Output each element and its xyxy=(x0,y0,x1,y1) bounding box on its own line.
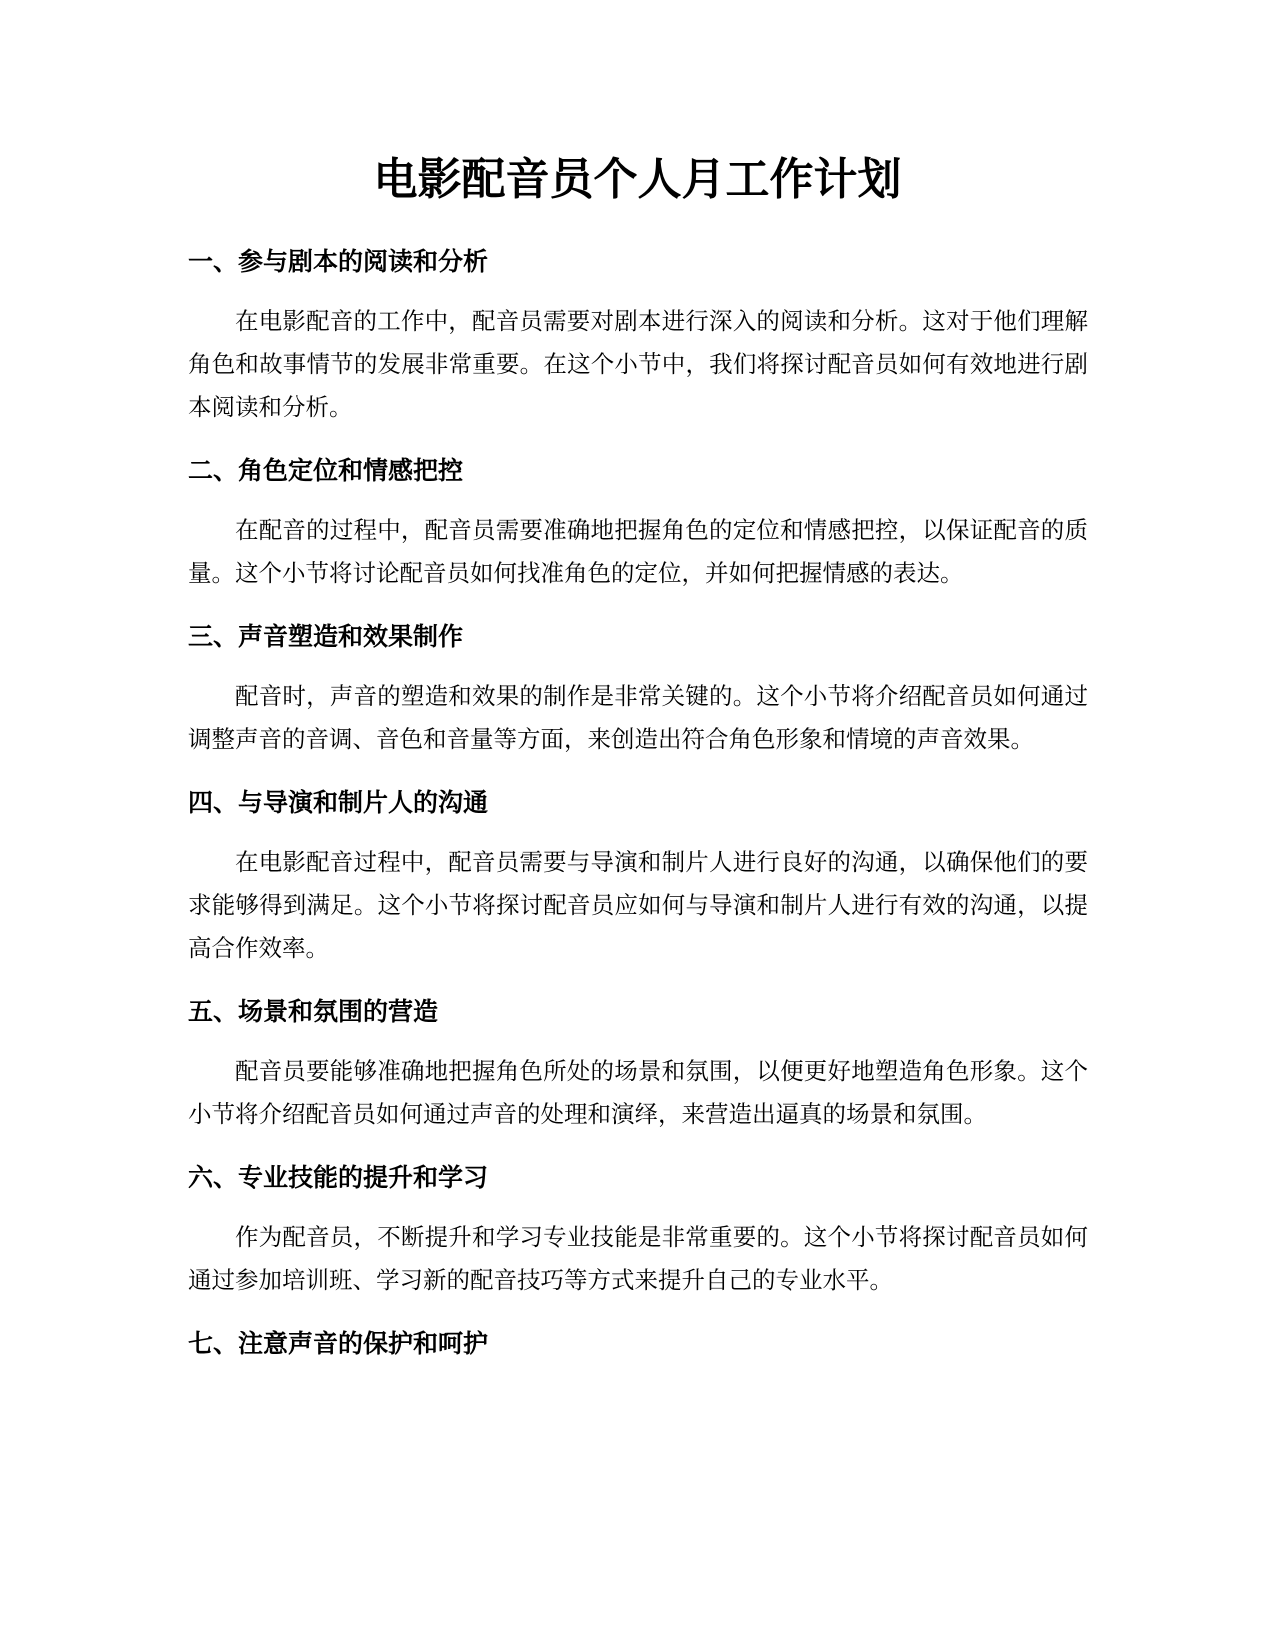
section-heading-6: 六、专业技能的提升和学习 xyxy=(188,1163,489,1192)
section-heading-4: 四、与导演和制片人的沟通 xyxy=(188,788,489,817)
section-body-5: 配音员要能够准确地把握角色所处的场景和氛围，以便更好地塑造角色形象。这个小节将介绍配音员如何通过声音的处理和演绎，来营造出逼真的场景和氛围。 xyxy=(188,1057,1088,1128)
section-body-6: 作为配音员，不断提升和学习专业技能是非常重要的。这个小节将探讨配音员如何通过参加培训班、学习新的配音技巧等方式来提升自己的专业水平。 xyxy=(188,1223,1088,1294)
section-heading-1: 一、参与剧本的阅读和分析 xyxy=(188,247,489,276)
section-body-2: 在配音的过程中，配音员需要准确地把握角色的定位和情感把控，以保证配音的质量。这个小节将讨论配音员如何找准角色的定位，并如何把握情感的表达。 xyxy=(188,516,1088,587)
section-body-1: 在电影配音的工作中，配音员需要对剧本进行深入的阅读和分析。这对于他们理解角色和故事情节的发展非常重要。在这个小节中，我们将探讨配音员如何有效地进行剧本阅读和分析。 xyxy=(188,307,1088,421)
section-heading-2: 二、角色定位和情感把控 xyxy=(188,456,464,485)
section-heading-3: 三、声音塑造和效果制作 xyxy=(188,622,464,651)
section-body-4: 在电影配音过程中，配音员需要与导演和制片人进行良好的沟通，以确保他们的要求能够得到满足。这个小节将探讨配音员应如何与导演和制片人进行有效的沟通，以提高合作效率。 xyxy=(188,848,1088,962)
document-title: 电影配音员个人月工作计划 xyxy=(373,154,902,205)
section-heading-7: 七、注意声音的保护和呵护 xyxy=(188,1329,489,1358)
document-content xyxy=(188,244,1088,1382)
section-body-3: 配音时，声音的塑造和效果的制作是非常关键的。这个小节将介绍配音员如何通过调整声音的音调、音色和音量等方面，来创造出符合角色形象和情境的声音效果。 xyxy=(188,682,1088,753)
section-heading-5: 五、场景和氛围的营造 xyxy=(188,997,439,1026)
